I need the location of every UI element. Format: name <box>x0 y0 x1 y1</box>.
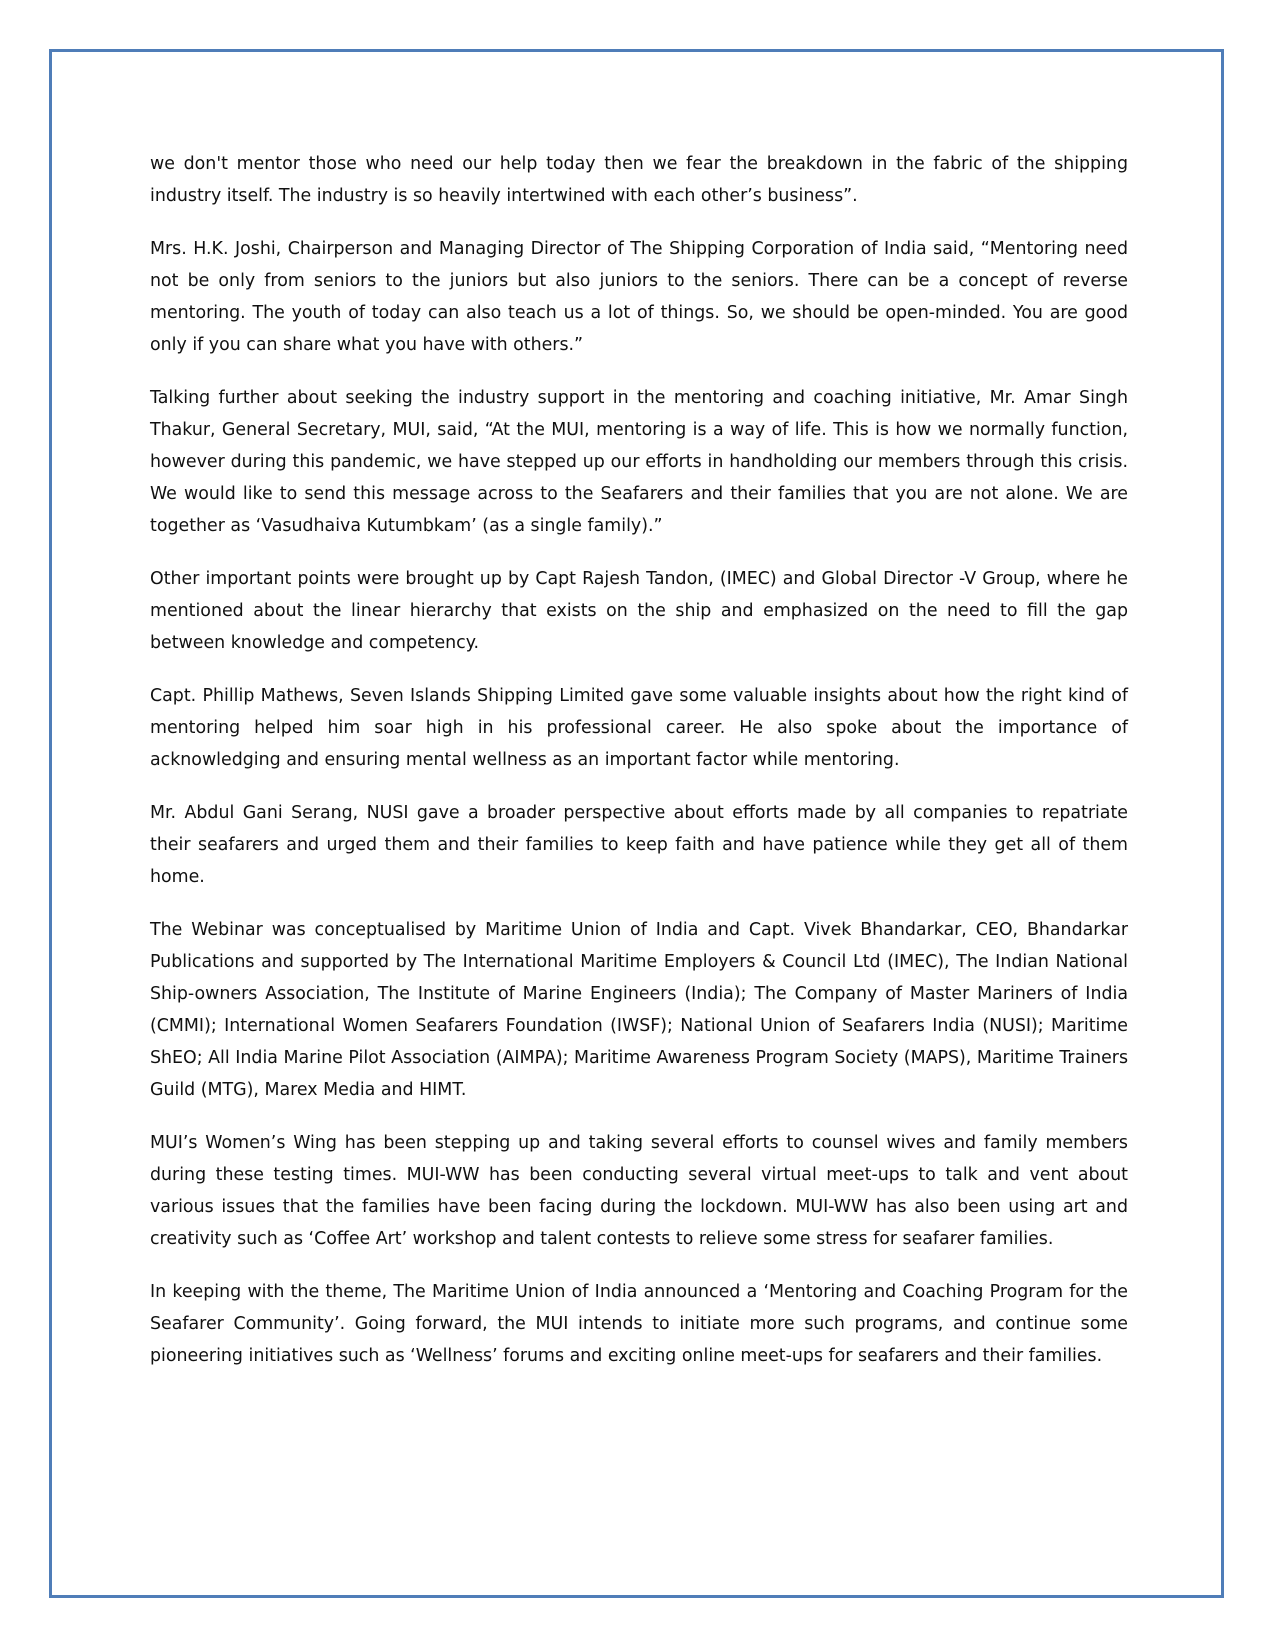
paragraph: In keeping with the theme, The Maritime Union of India announced a ‘Mentoring and Coaching Program for the Seafarer Community’. Going forward, the MUI intends to initiate more such programs, and continue some pioneering initiatives such as ‘Wellness’ forums and exciting online meet-ups for seafarers and their families. <box>150 1282 1128 1366</box>
document-body <box>150 148 1128 1393</box>
paragraph: Capt. Phillip Mathews, Seven Islands Shipping Limited gave some valuable insights about how the right kind of mentoring helped him soar high in his professional career. He also spoke about the importance of acknowledging and ensuring mental wellness as an important factor while mentoring. <box>150 686 1128 770</box>
paragraph: The Webinar was conceptualised by Maritime Union of India and Capt. Vivek Bhandarkar, CEO, Bhandarkar Publications and supported by The International Maritime Employers & Council Ltd (IMEC), The Indian National Ship-owners Association, The Institute of Marine Engineers (India); The Company of Master Mariners of India (CMMI); International Women Seafarers Foundation (IWSF); National Union of Seafarers India (NUSI); Maritime ShEO; All India Marine Pilot Association (AIMPA); Maritime Awareness Program Society (MAPS), Maritime Trainers Guild (MTG), Marex Media and HIMT. <box>150 920 1128 1100</box>
paragraph: we don't mentor those who need our help today then we fear the breakdown in the fabric of the shipping industry itself. The industry is so heavily intertwined with each other’s business”. <box>150 154 1128 206</box>
paragraph: Mr. Abdul Gani Serang, NUSI gave a broader perspective about efforts made by all companies to repatriate their seafarers and urged them and their families to keep faith and have patience while they get all of them home. <box>150 803 1128 887</box>
paragraph: Other important points were brought up by Capt Rajesh Tandon, (IMEC) and Global Director -V Group, where he mentioned about the linear hierarchy that exists on the ship and emphasized on the need to fill the gap between knowledge and competency. <box>150 569 1128 653</box>
paragraph: MUI’s Women’s Wing has been stepping up and taking several efforts to counsel wives and family members during these testing times. MUI-WW has been conducting several virtual meet-ups to talk and vent about various issues that the families have been facing during the lockdown. MUI-WW has also been using art and creativity such as ‘Coffee Art’ workshop and talent contests to relieve some stress for seafarer families. <box>150 1133 1128 1249</box>
paragraph: Mrs. H.K. Joshi, Chairperson and Managing Director of The Shipping Corporation of India said, “Mentoring need not be only from seniors to the juniors but also juniors to the seniors. There can be a concept of reverse mentoring. The youth of today can also teach us a lot of things. So, we should be open-minded. You are good only if you can share what you have with others.” <box>150 239 1128 355</box>
paragraph: Talking further about seeking the industry support in the mentoring and coaching initiative, Mr. Amar Singh Thakur, General Secretary, MUI, said, “At the MUI, mentoring is a way of life. This is how we normally function, however during this pandemic, we have stepped up our efforts in handholding our members through this crisis. We would like to send this message across to the Seafarers and their families that you are not alone. We are together as ‘Vasudhaiva Kutumbkam’ (as a single family).” <box>150 388 1128 536</box>
